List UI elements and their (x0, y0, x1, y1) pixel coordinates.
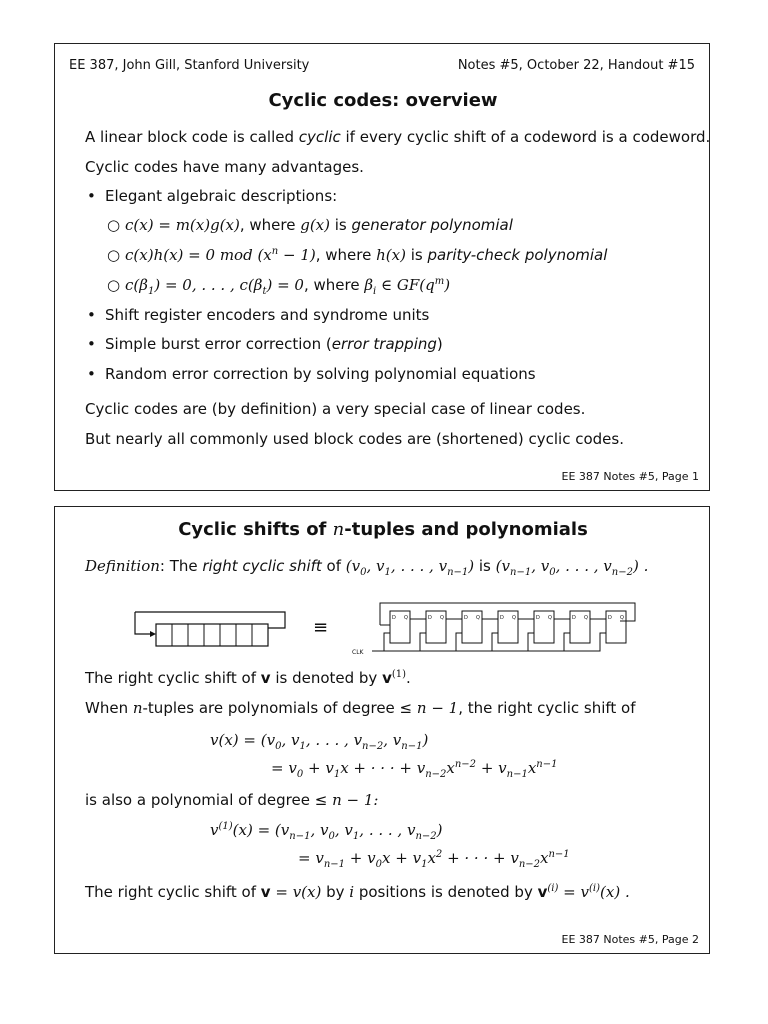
vector-vi: v (537, 883, 548, 901)
last-text: by (321, 883, 350, 901)
bullet-item-2 (87, 306, 429, 324)
svg-text:Q: Q (620, 615, 624, 621)
when-line (85, 699, 636, 717)
circle-bullet-icon: ○ (107, 276, 121, 294)
equivalence-symbol: ≡ (313, 617, 329, 638)
sub-bullet-1 (107, 216, 513, 234)
bullet-emphasis: error trapping (331, 335, 437, 353)
sub-text: , where (303, 276, 365, 294)
when-text: When (85, 699, 133, 717)
bullet-item-1 (87, 187, 337, 205)
sub-text: is (329, 216, 352, 234)
also-line (85, 791, 378, 809)
symbol-n-minus-1: n − 1: (332, 791, 379, 809)
clk-label: CLK (352, 649, 364, 656)
circle-bullet-icon: ○ (107, 246, 121, 264)
equation-v1x: $v^{(1)}(x) = (v_{n-1}$, $v_0$, $v_1$, . . . , $v_{n-2}$) (210, 821, 443, 842)
sub-emphasis: generator polynomial (351, 216, 513, 234)
svg-text:Q: Q (404, 615, 408, 621)
definition-label: Definition (85, 557, 160, 575)
bullet-dot-icon: • (87, 187, 96, 205)
when-text-end: , the right cyclic shift of (458, 699, 636, 717)
svg-text:Q: Q (584, 615, 588, 621)
def-text: : The (159, 557, 203, 575)
bullet-dot-icon: • (87, 335, 96, 353)
when-text: -tuples are polynomials of degree ≤ (142, 699, 417, 717)
bullet-text: Shift register encoders and syndrome units (105, 306, 430, 324)
bullet-text: Simple burst error correction ( (105, 335, 332, 353)
header-left: EE 387, John Gill, Stanford University (69, 58, 310, 73)
vector-v1: v (382, 669, 392, 687)
formula-hx: h(x) (376, 246, 406, 264)
last-text: positions is denoted by (354, 883, 538, 901)
formula-tuple: ($v_0$, $v_1$, . . . , $v_{n-1}$) (345, 557, 475, 578)
symbol-n: n (132, 699, 143, 717)
definition-line (85, 557, 649, 578)
formula-field: $\beta_i$ ∈ $GF(q^m)$ (364, 276, 451, 297)
slide-page-2 (54, 506, 710, 954)
also-text: is also a polynomial of degree ≤ (85, 791, 333, 809)
svg-text:D: D (536, 615, 540, 621)
vector-v: v (260, 669, 271, 687)
bullet-item-3 (87, 335, 443, 353)
definition-emphasis: right cyclic shift (202, 557, 322, 575)
symbol-i: i (349, 883, 355, 901)
shift-register-diagram (130, 602, 290, 652)
title-n: n (332, 519, 345, 540)
intro-line (85, 128, 710, 146)
closing-line-1: Cyclic codes are (by definition) a very special case of linear codes. (85, 400, 586, 418)
svg-text:D: D (572, 615, 576, 621)
slide-title: Cyclic codes: overview (268, 90, 498, 111)
equation-vx: $v(x) = (v_0$, $v_1$, . . . , $v_{n-2}$, $v_{n-1}$) (210, 731, 429, 752)
intro-text-end: if every cyclic shift of a codeword is a codeword. (340, 128, 711, 146)
svg-text:Q: Q (548, 615, 552, 621)
formula-parity: c(x)h(x) = 0 mod $(x^n - 1)$ (125, 246, 316, 264)
flip-flop-circuit (350, 597, 640, 659)
svg-text:Q: Q (476, 615, 480, 621)
page-footer: EE 387 Notes #5, Page 2 (561, 933, 699, 946)
vector-v: v (260, 883, 271, 901)
sub-text: , where (315, 246, 377, 264)
title-text: Cyclic shifts of (178, 519, 333, 540)
sub-bullet-2 (107, 246, 607, 264)
svg-text:D: D (464, 615, 468, 621)
page-footer: EE 387 Notes #5, Page 1 (561, 470, 699, 483)
sub-text: , where (239, 216, 301, 234)
formula-shifted-tuple: ($v_{n-1}$, $v_0$, . . . , $v_{n-2}$) . (495, 557, 649, 578)
equation-vx-poly: = $v_0 + v_1x$ + · · · + $v_{n-2}x^{n-2} + v_{n-1}x^{n-1}$ (271, 759, 558, 780)
svg-text:D: D (428, 615, 432, 621)
formula-generator: c(x) = m(x)g(x) (125, 216, 240, 234)
bullet-text-end: ) (436, 335, 443, 353)
slide-page-1 (54, 43, 710, 491)
advantages-line: Cyclic codes have many advantages. (85, 158, 364, 176)
symbol-n-minus-1: n − 1 (416, 699, 459, 717)
bullet-text: Elegant algebraic descriptions: (105, 187, 338, 205)
def-text: of (321, 557, 346, 575)
header-right: Notes #5, October 22, Handout #15 (457, 58, 695, 73)
svg-text:Q: Q (512, 615, 516, 621)
intro-text: A linear block code is called (85, 128, 299, 146)
title-text-end: -tuples and polynomials (344, 519, 588, 540)
svg-text:D: D (392, 615, 396, 621)
slide-title (55, 519, 711, 540)
circle-bullet-icon: ○ (107, 216, 121, 234)
bullet-item-4 (87, 365, 536, 383)
sub-text: is (405, 246, 428, 264)
last-text: The right cyclic shift of (85, 883, 261, 901)
closing-line-2: But nearly all commonly used block codes are (shortened) cyclic codes. (85, 430, 624, 448)
formula-roots: $c(\beta_1) = 0$, . . . , $c(\beta_t) = 0$ (125, 276, 304, 297)
svg-text:D: D (500, 615, 504, 621)
denoted-text: The right cyclic shift of (85, 669, 261, 687)
last-line: The right cyclic shift of v = v(x) by i positions is denoted by $v^{(i)} = v^{(i)}(x)$ . (85, 883, 630, 901)
def-text: is (474, 557, 496, 575)
formula-gx: g(x) (300, 216, 330, 234)
bullet-dot-icon: • (87, 365, 96, 383)
sub-emphasis: parity-check polynomial (427, 246, 608, 264)
denoted-text: is denoted by (270, 669, 383, 687)
intro-emphasis: cyclic (298, 128, 341, 146)
svg-text:D: D (608, 615, 612, 621)
bullet-text: Random error correction by solving polynomial equations (105, 365, 536, 383)
bullet-dot-icon: • (87, 306, 96, 324)
sub-bullet-3 (107, 276, 451, 297)
svg-text:Q: Q (440, 615, 444, 621)
denoted-line: The right cyclic shift of v is denoted by $v^{(1)}$. (85, 669, 411, 687)
equation-v1x-poly: = $v_{n-1} + v_0x + v_1x^2$ + · · · + $v_{n-2}x^{n-1}$ (298, 849, 570, 870)
